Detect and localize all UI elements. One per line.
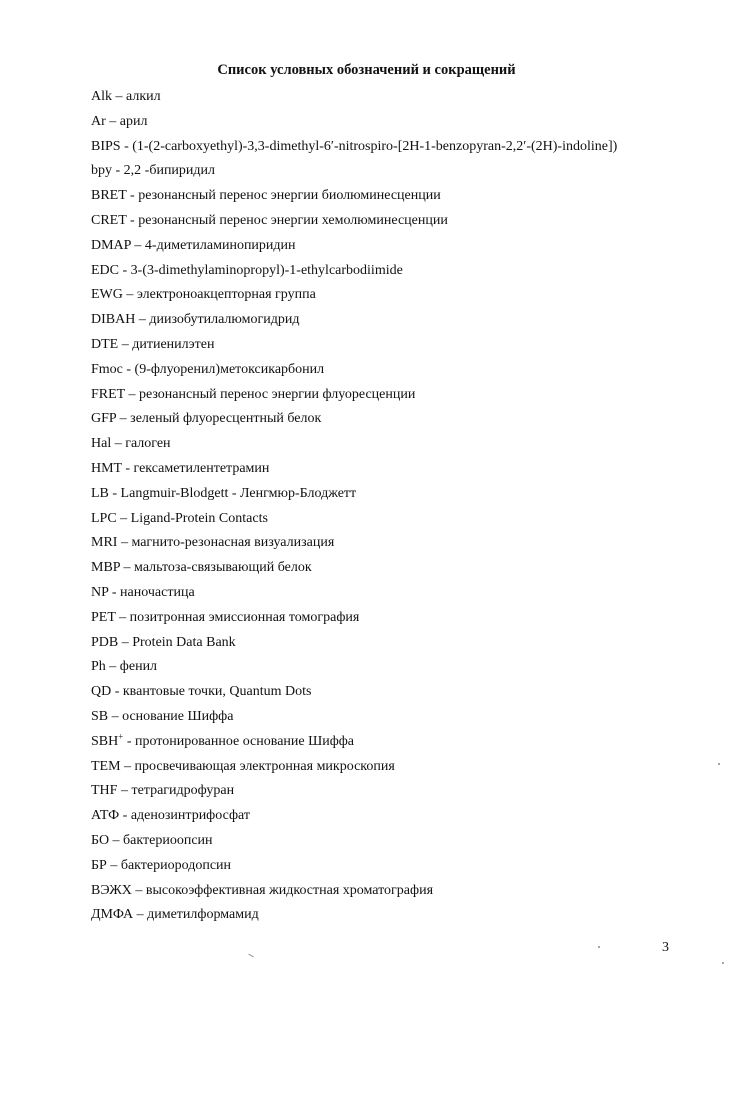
abbr-sbh-definition: - протонированное основание Шиффа <box>123 733 354 749</box>
abbr-bips: BIPS - (1-(2-carboxyethyl)-3,3-dimethyl-6′-nitrospiro-[2H-1-benzopyran-2,2′-(2H)-indoline]) <box>91 138 618 154</box>
abbr-ar: Ar – арил <box>91 113 148 129</box>
page-number: 3 <box>662 940 669 955</box>
abbr-qd: QD - квантовые точки, Quantum Dots <box>91 684 312 700</box>
abbr-thf: THF – тетрагидрофуран <box>91 783 235 799</box>
abbr-tem: TEM – просвечивающая электронная микроскопия <box>91 758 395 774</box>
abbr-hmt: HMT - гексаметилентетрамин <box>91 460 270 476</box>
abbr-np: NP - наночастица <box>91 584 195 600</box>
abbr-vezhkh: ВЭЖХ – высокоэффективная жидкостная хроматография <box>91 882 434 898</box>
abbr-dibah: DIBAH – диизобутилалюмогидрид <box>91 312 300 328</box>
abbr-dmap: DMAP – 4-диметиламинопиридин <box>91 237 296 253</box>
abbr-mri: MRI – магнито-резонасная визуализация <box>91 535 335 551</box>
abbr-br: БР – бактериородопсин <box>91 857 232 873</box>
abbr-sbh <box>91 730 721 755</box>
abbr-sbh-term: SBH <box>91 733 119 749</box>
abbr-bret: BRET - резонансный перенос энергии биолюминесценции <box>91 188 441 204</box>
abbr-bpy: bpy - 2,2 -бипиридил <box>91 163 216 179</box>
abbr-dmfa: ДМФА – диметилформамид <box>91 907 259 923</box>
abbr-gfp: GFP – зеленый флуоресцентный белок <box>91 411 322 427</box>
abbr-ewg: EWG – электроноакцепторная группа <box>91 287 316 303</box>
abbr-lb: LB - Langmuir-Blodgett - Ленгмюр-Блоджетт <box>91 485 357 501</box>
abbr-pet: PET – позитронная эмиссионная томография <box>91 609 360 625</box>
abbr-dte: DTE – дитиенилэтен <box>91 336 215 352</box>
abbreviation-list <box>91 85 721 928</box>
abbr-lpc: LPC – Ligand-Protein Contacts <box>91 510 268 526</box>
abbr-edc: EDC - 3-(3-dimethylaminopropyl)-1-ethylcarbodiimide <box>91 262 403 278</box>
abbr-cret: CRET - резонансный перенос энергии хемолюминесценции <box>91 212 448 228</box>
scan-speck <box>718 763 720 765</box>
abbr-fmoc: Fmoc - (9-флуоренил)метоксикарбонил <box>91 361 325 377</box>
abbr-hal: Hal – галоген <box>91 436 171 452</box>
page-title: Список условных обозначений и сокращений <box>217 62 516 78</box>
abbr-atf: АТФ - аденозинтрифосфат <box>91 808 251 824</box>
abbr-ph: Ph – фенил <box>91 659 158 675</box>
abbr-fret: FRET – резонансный перенос энергии флуоресценции <box>91 386 416 402</box>
abbr-alk: Alk – алкил <box>91 89 161 104</box>
abbr-bo: БО – бактериоопсин <box>91 832 213 848</box>
abbr-pdb: PDB – Protein Data Bank <box>91 634 236 650</box>
scan-speck <box>598 946 600 948</box>
abbr-mbp: MBP – мальтоза-связывающий белок <box>91 560 312 576</box>
scan-speck <box>722 962 724 964</box>
scan-speck <box>248 954 254 958</box>
abbr-sb: SB – основание Шиффа <box>91 708 234 724</box>
abbr-sbh-superscript: + <box>118 731 124 742</box>
